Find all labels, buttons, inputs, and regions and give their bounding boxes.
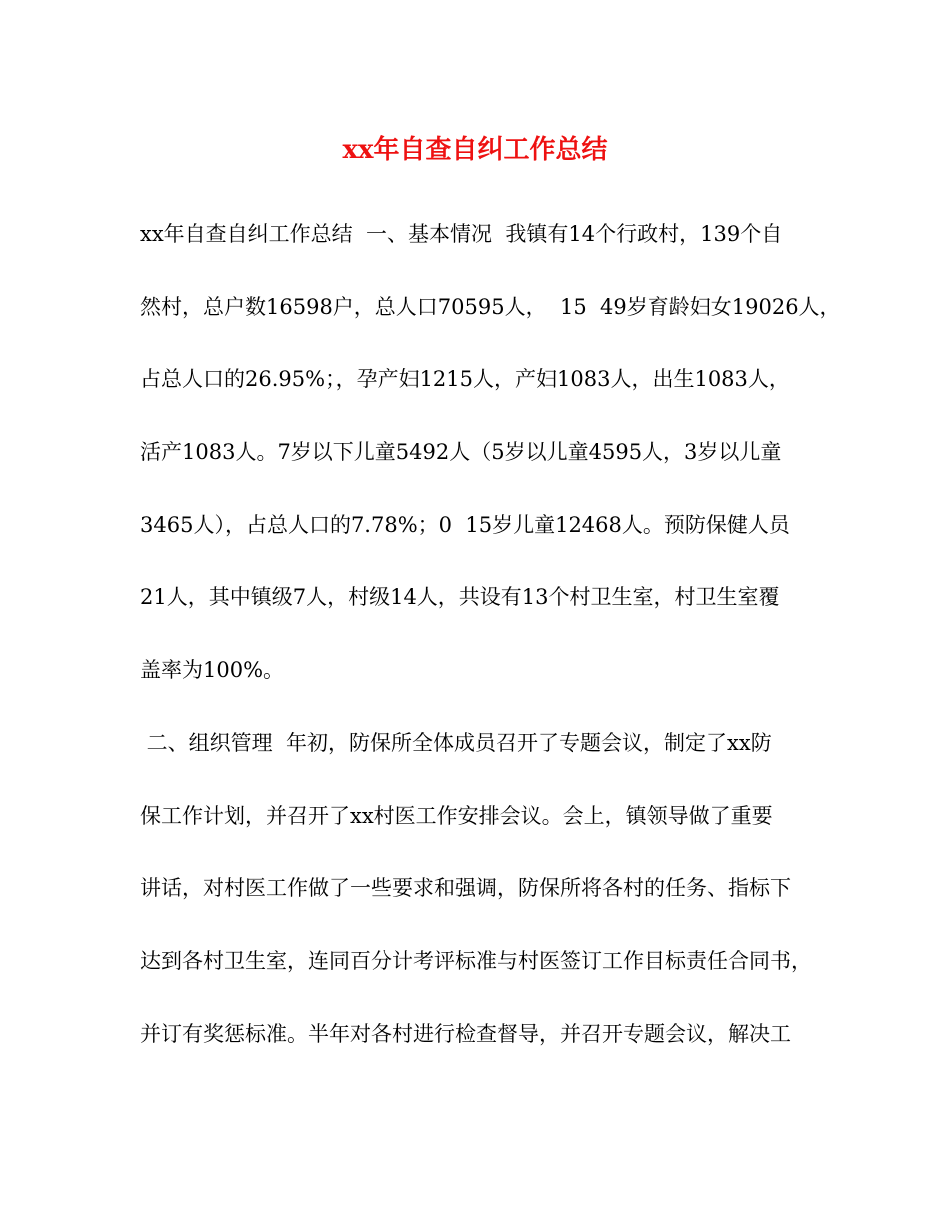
document-body bbox=[140, 212, 840, 1084]
body-line: 3465人），占总人口的7.78%；0 15岁儿童12468人。预防保健人员 bbox=[140, 512, 790, 537]
body-line: 盖率为100%。 bbox=[140, 658, 285, 683]
body-line: 保工作计划，并召开了xx村医工作安排会议。会上，镇领导做了重要 bbox=[140, 803, 773, 828]
body-line: 讲话，对村医工作做了一些要求和强调，防保所将各村的任务、指标下 bbox=[140, 876, 791, 901]
body-line: xx年自查自纠工作总结 一、基本情况 我镇有14个行政村，139个自 bbox=[140, 222, 783, 246]
body-line: 并订有奖惩标准。半年对各村进行检查督导，并召开专题会议，解决工 bbox=[140, 1021, 791, 1046]
body-line: 然村，总户数16598户，总人口70595人， 15 49岁育龄妇女19026人， bbox=[140, 294, 841, 319]
body-line: 活产1083人。7岁以下儿童5492人（5岁以儿童4595人，3岁以儿童 bbox=[140, 440, 782, 465]
body-line: 占总人口的26.95%；，孕产妇1215人，产妇1083人，出生1083人， bbox=[140, 367, 790, 392]
body-line: 二、组织管理 年初，防保所全体成员召开了专题会议，制定了xx防 bbox=[140, 730, 772, 755]
body-line: 达到各村卫生室，连同百分计考评标准与村医签订工作目标责任合同书， bbox=[140, 948, 812, 973]
body-line: 21人，其中镇级7人，村级14人，共设有13个村卫生室，村卫生室覆 bbox=[140, 585, 780, 610]
document-title: xx年自查自纠工作总结 bbox=[342, 135, 608, 165]
